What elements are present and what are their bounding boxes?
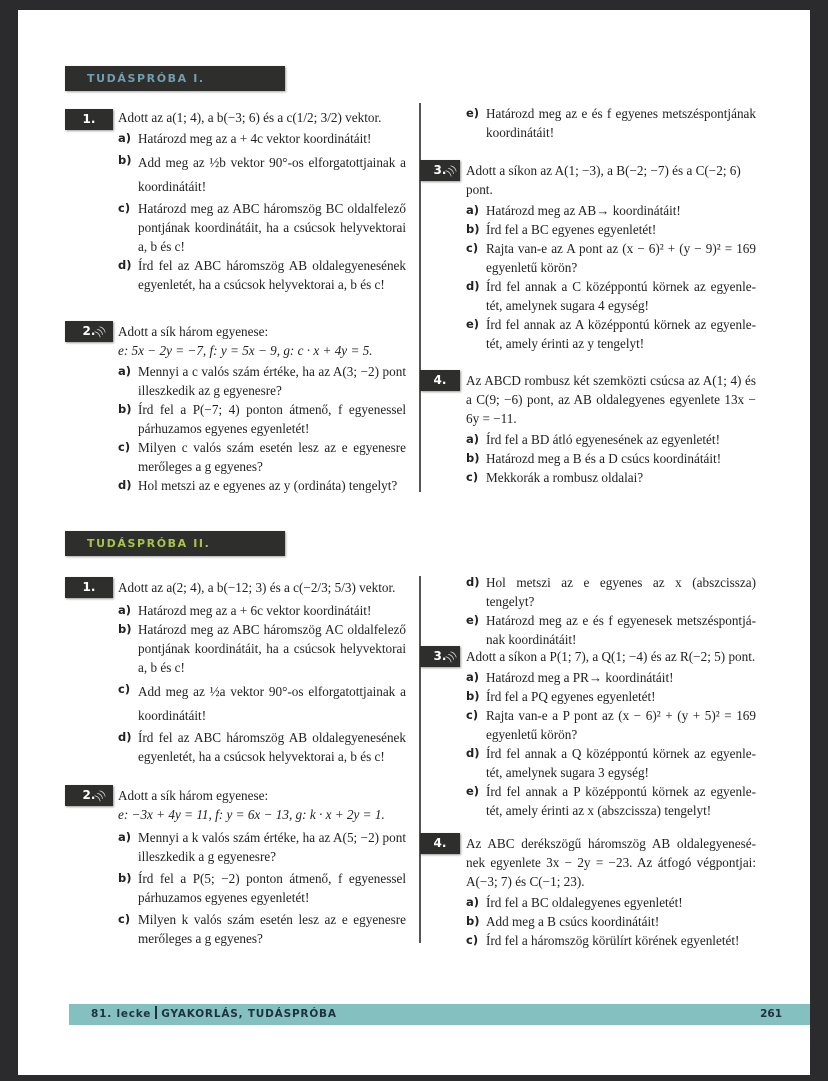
subquestion-text: Határozd meg az ABC háromszög AC oldalfelező pontjának koordinátáit, ha a csúcsok helyvektorai a, b és c! [138,622,406,675]
task-number: 4. [433,836,447,850]
subquestion [118,400,406,438]
textbook-page [18,10,810,1075]
subquestion-label: c) [466,241,479,255]
subquestion-text: Határozd meg az AB→ koordinátáit! [486,203,681,218]
subquestion-label: c) [118,912,131,926]
subquestion-label: b) [118,153,132,167]
subquestion-text: Rajta van-e az A pont az (x − 6)² + (y − 9)² = 169 egyenletű körön? [486,241,756,275]
subquestion [466,201,756,220]
subquestion [466,706,756,744]
subquestion-label: a) [466,432,480,446]
subquestion [466,611,756,649]
subquestion-label: b) [118,622,132,636]
subquestion-label: c) [466,933,479,947]
lesson-number: 81. lecke [91,1008,152,1020]
subquestion-label: a) [466,895,480,909]
subquestion-label: a) [118,364,132,378]
task-number: 1. [82,112,96,126]
task-1-3 [466,161,756,353]
task-stem: Adott az a(1; 4), a b(−3; 6) és a c(1/2; 3/2) vektor. [118,110,382,125]
subquestion-text: Hol metszi az e egyenes az x (abszcissza) tengelyt? [486,575,756,609]
subquestion [118,620,406,677]
subquestion-label: a) [118,131,132,145]
subquestion [118,129,406,148]
subquestion-text: Add meg a B csúcs koordinátáit! [486,914,660,929]
subquestion [466,277,756,315]
subquestion [118,869,406,907]
subquestion-text: Mennyi a c valós szám értéke, ha az A(3; −2) pont illeszkedik az g egyenesre? [138,364,406,398]
subquestion [466,912,756,931]
page-footer [69,1004,810,1025]
subquestion-text: Mekkorák a rombusz oldalai? [486,470,644,485]
subquestion [466,782,756,820]
task-stem: Adott a síkon az A(1; −3), a B(−2; −7) és a C(−2; 6) pont. [466,163,741,197]
subquestion-text: Határozd meg az e és f egyenesek metszéspontjá-nak koordinátáit! [486,613,756,647]
subquestion-text: Határozd meg az ABC háromszög BC oldalfelező pontjának koordinátáit, ha a csúcsok helyvektorai a, b és c! [138,201,406,254]
subquestion-text: Írd fel a BD átló egyenesének az egyenletét! [486,432,720,447]
subquestion-text: Határozd meg az a + 6c vektor koordinátáit! [138,603,372,618]
subquestion-text: Írd fel az ABC háromszög AB oldalegyenesének egyenletét, ha a csúcsok helyvektorai a, b és c! [138,258,406,292]
subquestion-label: c) [466,708,479,722]
task-stem: Adott a sík három egyenese: [118,788,269,803]
subquestion-text: Írd fel a P(−7; 4) ponton átmenő, f egyenessel párhuzamos egyenes egyenletét! [138,402,406,436]
task-number: 1. [82,580,96,594]
subquestion-label: c) [466,470,479,484]
task-number-badge [65,109,113,130]
subquestion-label: b) [466,914,480,928]
subquestion [466,893,756,912]
subquestion-label: b) [466,222,480,236]
audio-signal-icon: ))) [445,163,460,179]
subquestion-text: Add meg az ½b vektor 90°-os elforgatottjainak a koordinátáit! [138,155,406,194]
subquestion-text: Határozd meg az a + 4c vektor koordinátáit! [138,131,372,146]
subquestion-label: b) [118,402,132,416]
subquestion [118,151,406,199]
audio-signal-icon: ))) [94,324,109,340]
lesson-title: GYAKORLÁS, TUDÁSPRÓBA [161,1008,337,1020]
subquestion-text: Mennyi a k valós szám értéke, ha az A(5; −2) pont illeszkedik a g egyenesre? [138,830,406,864]
subquestion-text: Írd fel a háromszög körülírt körének egyenletét! [486,933,740,948]
subquestion-label: a) [466,670,480,684]
subquestion-label: a) [466,203,480,217]
subquestion [466,668,756,687]
subquestion [118,728,406,766]
subquestion [118,828,406,866]
subquestion-label: d) [118,730,132,744]
subquestion [118,256,406,294]
subquestion-label: a) [118,830,132,844]
task-stem: Adott az a(2; 4), a b(−12; 3) és a c(−2/3; 5/3) vektor. [118,580,396,595]
subquestion-label: e) [466,613,480,627]
task-number: 2. [82,324,96,338]
task-1-4 [466,371,756,487]
subquestion [466,744,756,782]
task-1-2 [118,322,406,495]
subquestion-text: Milyen k valós szám esetén lesz az e egyenesre merőleges a g egyenes? [138,912,406,946]
task-number-badge [420,833,460,854]
subquestion-label: b) [118,871,132,885]
subquestion [118,362,406,400]
task-stem: Adott a sík három egyenese: [118,324,269,339]
subquestion [118,680,406,728]
subquestion-text: Írd fel a PQ egyenes egyenletét! [486,689,656,704]
task-1-2-continued [466,104,756,142]
subquestion-label: d) [118,478,132,492]
page-number: 261 [760,1008,782,1020]
subquestion [466,573,756,611]
subquestion-label: c) [118,201,131,215]
subquestion-text: Rajta van-e a P pont az (x − 6)² + (y + 5)² = 169 egyenletű körön? [486,708,756,742]
subquestion [118,476,406,495]
task-2-2-continued [466,573,756,649]
subquestion-text: Milyen c valós szám esetén lesz az e egyenesre merőleges a g egyenes? [138,440,406,474]
task-number: 3. [433,163,447,177]
subquestion [466,239,756,277]
subquestion [466,468,756,487]
task-2-1 [118,578,406,766]
task-number-badge [420,160,460,181]
subquestion-label: d) [466,746,480,760]
subquestion [466,931,756,950]
subquestion-label: d) [118,258,132,272]
subquestion-label: b) [466,451,480,465]
task-number-badge [420,370,460,391]
subquestion-text: Írd fel annak a P középpontú körnek az egyenle-tét, amely érinti az x (abszcissza) tengelyt! [486,784,756,818]
subquestion-text: Határozd meg a B és a D csúcs koordinátáit! [486,451,722,466]
audio-signal-icon: ))) [445,649,460,665]
subquestion [466,687,756,706]
subquestion [118,910,406,948]
subquestion-text: Írd fel az ABC háromszög AB oldalegyenesének egyenletét, ha a csúcsok helyvektorai a, b és c! [138,730,406,764]
subquestion-text: Írd fel a P(5; −2) ponton átmenő, f egyenessel párhuzamos egyenes egyenletét! [138,871,406,905]
subquestion [118,601,406,620]
section-title-1: TUDÁSPRÓBA I. [65,66,285,91]
subquestion-label: c) [118,440,131,454]
task-2-2 [118,786,406,948]
task-number: 4. [433,373,447,387]
task-equations: e: 5x − 2y = −7, f: y = 5x − 9, g: c · x + 4y = 5. [118,343,373,358]
subquestion-label: d) [466,575,480,589]
task-2-3 [466,647,756,820]
task-stem: Az ABCD rombusz két szemközti csúcsa az A(1; 4) és a C(9; −6) pont, az AB oldalegyenes egyenlete 13x − 6y = −11. [466,373,756,426]
subquestion [118,438,406,476]
footer-separator [155,1006,157,1019]
audio-signal-icon: ))) [94,788,109,804]
subquestion [466,220,756,239]
subquestion-text: Add meg az ½a vektor 90°-os elforgatottjainak a koordinátáit! [138,684,406,723]
subquestion-text: Írd fel annak a Q középpontú körnek az egyenle-tét, amelynek sugara 3 egység! [486,746,756,780]
subquestion [466,315,756,353]
subquestion-text: Hol metszi az e egyenes az y (ordináta) tengelyt? [138,478,398,493]
footer-lesson [91,1004,337,1025]
subquestion-text: Határozd meg a PR→ koordinátáit! [486,670,674,685]
task-number: 2. [82,788,96,802]
subquestion-text: Írd fel annak a C középpontú körnek az egyenle-tét, amelynek sugara 4 egység! [486,279,756,313]
subquestion-label: e) [466,784,480,798]
subquestion-label: b) [466,689,480,703]
subquestion-label: e) [466,106,480,120]
subquestion-text: Írd fel annak az A középpontú körnek az egyenle-tét, amely érinti az y tengelyt! [486,317,756,351]
task-number-badge [65,577,113,598]
task-2-4 [466,834,756,950]
subquestion [118,199,406,256]
task-number-badge [65,321,113,342]
section-title-2: TUDÁSPRÓBA II. [65,531,285,556]
subquestion [466,104,756,142]
subquestion [466,430,756,449]
task-stem: Az ABC derékszögű háromszög AB oldalegyenesé-nek egyenlete 3x − 2y = −23. Az átfogó végpontjai: A(−3; 7) és C(−1; 23). [466,836,756,889]
task-number-badge [420,646,460,667]
subquestion-label: d) [466,279,480,293]
task-stem: Adott a síkon a P(1; 7), a Q(1; −4) és az R(−2; 5) pont. [466,649,756,664]
subquestion-label: c) [118,682,131,696]
subquestion [466,449,756,468]
subquestion-label: e) [466,317,480,331]
subquestion-text: Írd fel a BC oldalegyenes egyenletét! [486,895,683,910]
task-number: 3. [433,649,447,663]
subquestion-label: a) [118,603,132,617]
subquestion-text: Határozd meg az e és f egyenes metszéspontjának koordinátáit! [486,106,756,140]
column-divider-2 [419,576,421,943]
subquestion-text: Írd fel a BC egyenes egyenletét! [486,222,657,237]
task-equations: e: −3x + 4y = 11, f: y = 6x − 13, g: k · x + 2y = 1. [118,807,385,822]
task-1-1 [118,108,406,294]
task-number-badge [65,785,113,806]
